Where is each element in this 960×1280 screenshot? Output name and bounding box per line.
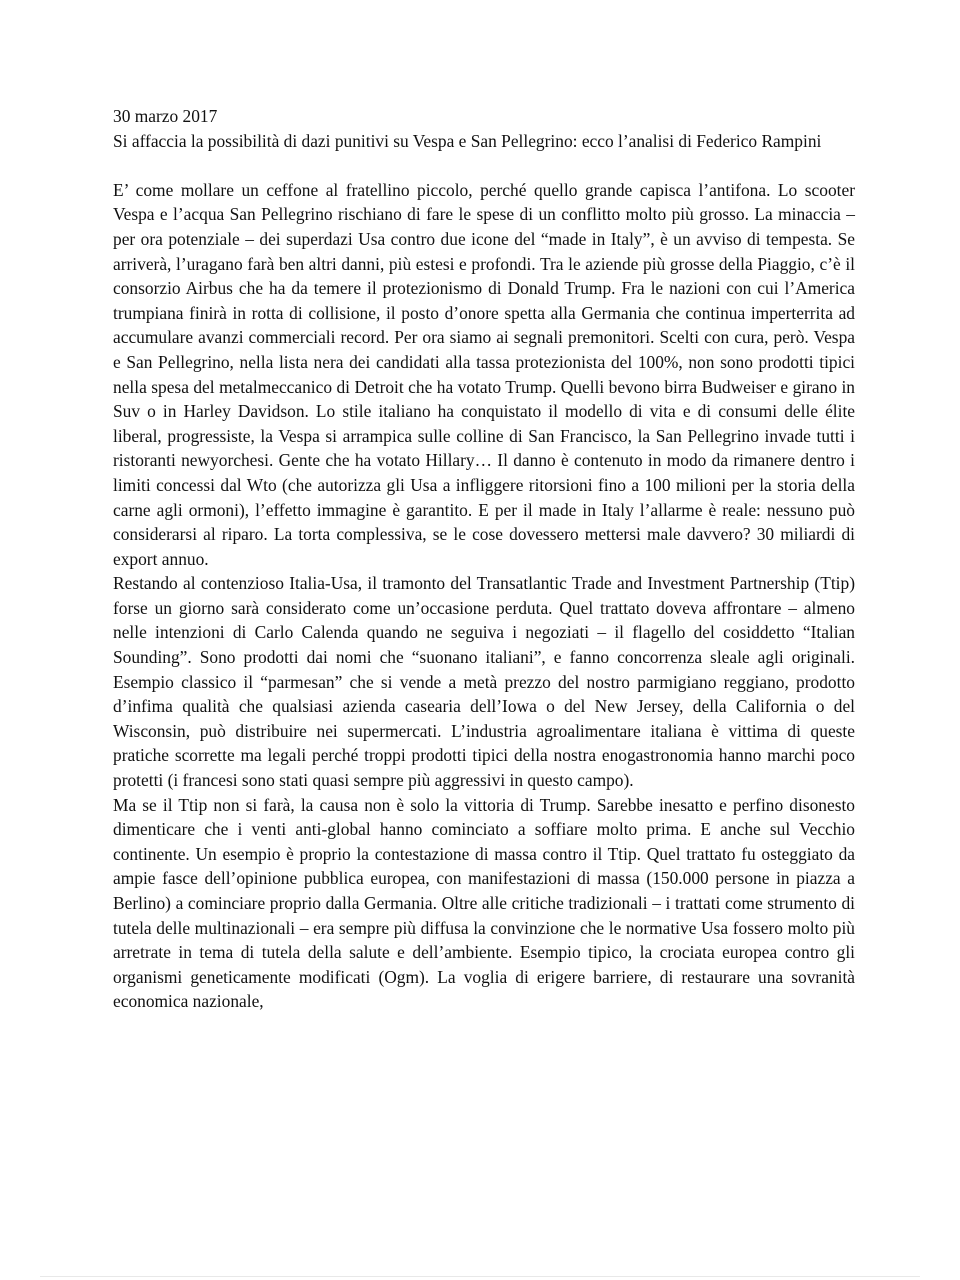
blank-line — [113, 153, 855, 178]
article-headline: Si affaccia la possibilità di dazi punitivi su Vespa e San Pellegrino: ecco l’analisi di Federico Rampini — [113, 130, 822, 151]
article-date: 30 marzo 2017 — [113, 106, 218, 126]
paragraph-2: Restando al contenzioso Italia-Usa, il tramonto del Transatlantic Trade and Investment Partnership (Ttip) forse un giorno sarà considerato come un’occasione perduta. Quel trattato doveva affrontare – almeno nelle intenzioni di Carlo Calenda quando ne seguiva i negoziati – il flagello del cosiddetto “Italian Sounding”. Sono prodotti dai nomi che “suonano italiani”, e fanno concorrenza sleale agli originali. Esempio classico il “parmesan” che si vende a metà prezzo del nostro parmigiano reggiano, prodotto d’infima qualità che qualsiasi azienda casearia dell’Iowa o del New Jersey, della California o del Wisconsin, può distribuire nei supermercati. L’industria agroalimentare italiana è vittima di queste pratiche scorrette ma legali perché troppi prodotti tipici della nostra enogastronomia hanno marchi poco protetti (i francesi sono stati quasi sempre più aggressivi in questo campo). — [113, 573, 855, 791]
article-body — [113, 178, 855, 1014]
paragraph-1: E’ come mollare un ceffone al fratellino piccolo, perché quello grande capisca l’antifona. Lo scooter Vespa e l’acqua San Pellegrino rischiano di fare le spese di un conflitto molto più grosso. La minaccia – per ora potenziale – dei superdazi Usa contro due icone del “made in Italy”, è un avviso di tempesta. Se arriverà, l’uragano farà ben altri danni, più estesi e profondi. Tra le aziende più grosse della Piaggio, c’è il consorzio Airbus che ha da temere il protezionismo di Donald Trump. Fra le nazioni con cui l’America trumpiana finirà in rotta di collisione, il posto d’onore spetta alla Germania che continua imperterrita ad accumulare avanzi commerciali record. Per ora siamo ai segnali premonitori. Scelti con cura, però. Vespa e San Pellegrino, nella lista nera dei candidati alla tassa protezionista del 100%, non sono prodotti tipici nella spesa del metalmeccanico di Detroit che ha votato Trump. Quelli bevono birra Budweiser e girano in Suv o in Harley Davidson. Lo stile italiano ha conquistato il modello di vita e di consumi delle élite liberal, progressiste, la Vespa si arrampica sulle colline di San Francisco, la San Pellegrino invade tutti i ristoranti newyorchesi. Gente che ha votato Hillary… Il danno è contenuto in modo da rimanere dentro i limiti concessi dal Wto (che autorizza gli Usa a infliggere ritorsioni fino a 100 milioni per la storia della carne agli ormoni), l’effetto immagine è garantito. E per il made in Italy l’allarme è reale: nessuno può considerarsi al riparo. La torta complessiva, se le cose dovessero mettersi male davvero? 30 miliardi di export annuo. — [113, 179, 855, 569]
page-bottom-divider — [40, 1276, 920, 1277]
paragraph-3: Ma se il Ttip non si farà, la causa non è solo la vittoria di Trump. Sarebbe inesatto e perfino disonesto dimenticare che i venti anti-global hanno cominciato a soffiare molto prima. E anche sul Vecchio continente. Un esempio è proprio la contestazione di massa contro il Ttip. Quel trattato fu osteggiato da ampie fasce dell’opinione pubblica europea, con manifestazioni di massa (150.000 persone in piazza a Berlino) a cominciare proprio dalla Germania. Oltre alle critiche tradizionali – i trattati come strumento di tutela delle multinazionali – era sempre più diffusa la convinzione che le normative Usa fossero molto più arretrate in tema di tutela della salute e dell’ambiente. Esempio tipico, la crociata europea contro gli organismi geneticamente modificati (Ogm). La voglia di erigere barriere, di restaurare una sovranità economica nazionale, — [113, 794, 855, 1012]
document-content — [113, 104, 855, 1014]
